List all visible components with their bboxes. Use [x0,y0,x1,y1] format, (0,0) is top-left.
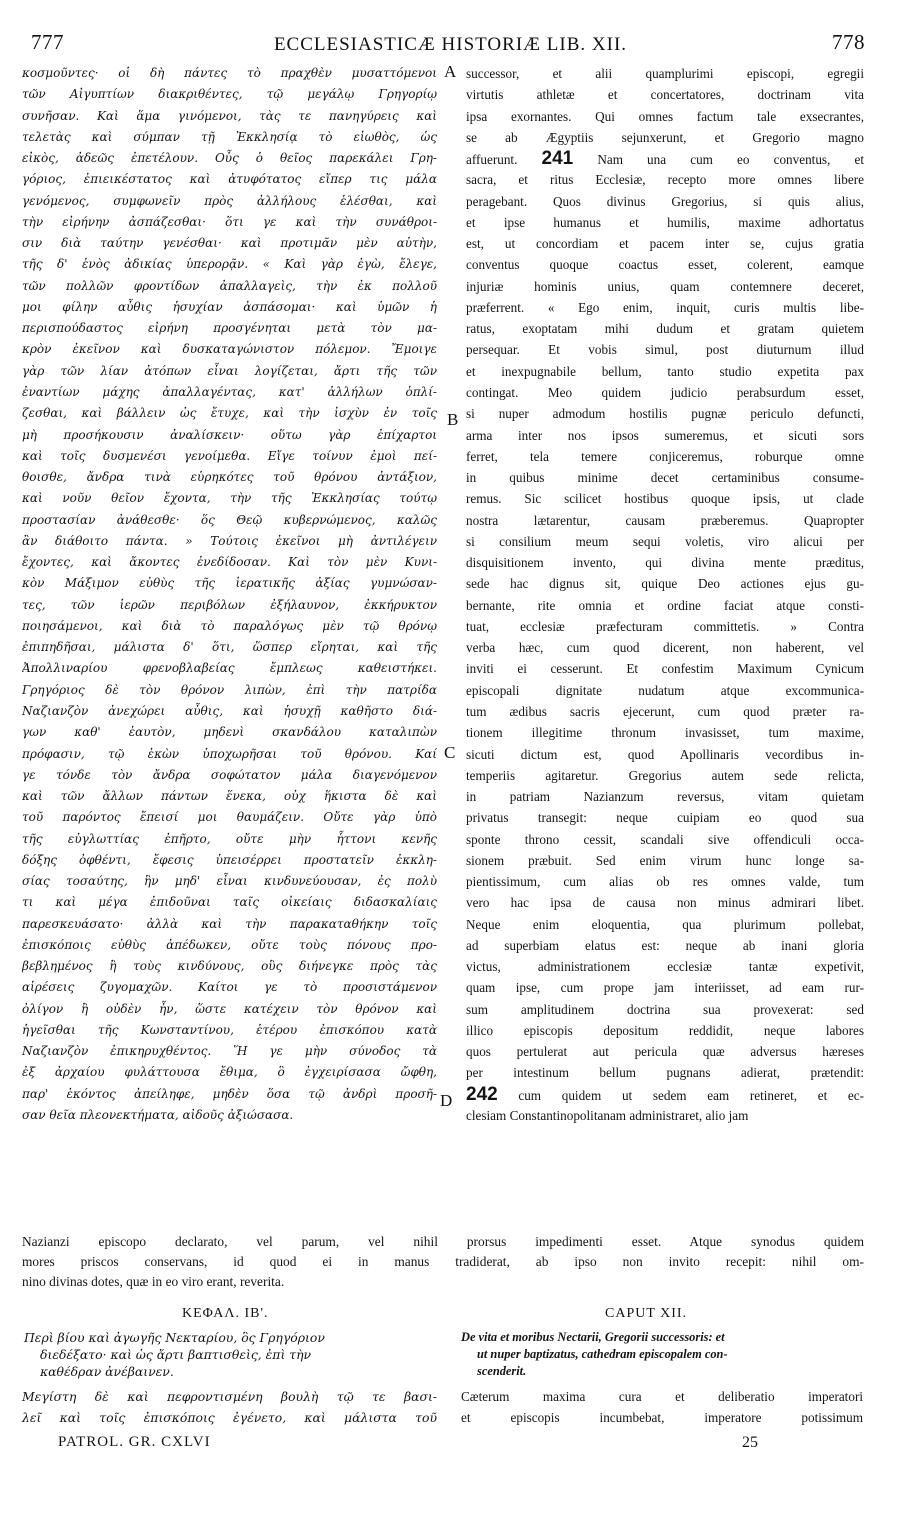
greek-text-line: ἐναντίων μάχης ἀπαλλαγέντας, κατ' ἀλλήλων ὁπλί- [22,384,437,399]
greek-text-line: μὴ προσήκουσιν ἀναλίσκειν· οὕτω γὰρ ἐπίχαρτοι [22,427,437,442]
page-number-left: 777 [31,30,64,54]
greek-text-line: καὶ τῶν ἄλλων πάντων ἕνεκα, οὐχ ἥκιστα δὲ καὶ [22,789,437,804]
latin-text-line: quos pertulerat aut pericula quæ adversus hæreses [466,1044,864,1060]
greek-text-line: εἰκὸς, ἀδεῶς ἐπετέλουν. Οὖς ὁ θεῖος παρεκάλει Γρη- [22,151,437,166]
greek-text-line: πρόφασιν, τῷ ἑκὼν ὑποχωρῆσαι τοῦ θρόνου. Καί [22,746,437,761]
summary-line: καθέδραν ἀνέβαινεν. [40,1364,174,1379]
margin-mark-c: C [444,743,456,762]
full-width-line: mores priscos conservans, id quod ei in manus tradiderat, ab ipso non invito recepit: nihil om- [22,1254,864,1269]
latin-text-line: et inexpugnabile bellum, tanto studio expetita pax [466,363,864,379]
footer-volume: PATROL. GR. CXLVI [58,1434,211,1450]
latin-text-line: privatus transegit: neque cuipiam eo quod sua [466,810,864,826]
latin-text-line: ad superbiam elatus est: neque ab inani gloria [466,937,864,953]
greek-text-line: τῶν Αἰγυπτίων διακριθέντες, τῷ μεγάλῳ Γρηγορίῳ [22,87,437,102]
greek-text-line: κρὸν ἐκεῖνον καὶ δυσκαταγώνιστον πόλεμον. Ἔμοιγε [22,342,437,357]
latin-text-line: si nuper admodum hostilis pugnæ periculo defuncti, [466,406,864,422]
latin-text-line: inviti ei cesserunt. Et confestim Maximum Cynicum [466,661,864,677]
greek-text-line: σιν διὰ ταύτην γενέσθαι· καὶ προτιμᾶν μὲν αὐτὴν, [22,236,437,251]
latin-text-line: clesiam Constantinopolitanam administraret, alio jam [466,1108,749,1124]
latin-text-line: illico episcopis depositum reddidit, neque labores [466,1022,864,1038]
chapter-heading-latin: CAPUT XII. [605,1306,688,1321]
full-width-line: nino divinas dotes, quæ in eo viro erant, reverita. [22,1274,285,1289]
greek-text-line: καὶ νοῦν θεῖον ἔχοντα, τὴν τῆς Ἐκκλησίας τούτῳ [22,491,437,506]
latin-text-line: et ipse humanus et humilis, maxime adhortatus [466,214,864,230]
latin-column [466,63,864,1126]
greek-text-line: τοῦ παρόντος ἔπεισί μοι θαυμάζειν. Οὔτε γὰρ ὑπὸ [22,810,437,825]
greek-text-line: ἡγεῖσθαι τῆς Κωνσταντίνου, ἑτέρου ἐπισκόπου κατὰ [22,1022,437,1037]
latin-text-line: virtutis athletæ et concertatores, doctrinam vita [466,87,864,103]
latin-text-line: ratus, exoptatam mihi dudum et gratam quietem [466,321,864,337]
latin-text-line: nostra lætarentur, causam præberemus. Quapropter [466,512,864,528]
latin-text-line: disquisitionem invento, qui divina mente præditus, [466,555,864,571]
greek-text-line: τῆς δ' ἑνὸς ἀδικίας ὑπερορᾷν. « Καὶ γὰρ ἐγὼ, ἔλεγε, [22,257,437,272]
latin-text-line: in patriam Nazianzum reversus, vitam quietam [466,789,864,805]
greek-text-line: μοι φίλην αὖθις ἡσυχίαν ἀσπάσομαι· καὶ ὑμῶν ἡ [22,299,437,314]
latin-text-line: arma inter nos ipsos sumeremus, et sicuti sors [466,427,864,443]
latin-text-line: quam ipse, cum prope jam interiisset, ad eam rur- [466,980,864,996]
greek-column [22,63,437,1126]
greek-text-line: σίας τοσαύτης, ἣν μηδ' εἶναι κινδυνεύουσαν, ἐς πολὺ [22,874,437,889]
greek-text-line: γε τόνδε τὸν ἄνδρα σοφώτατον μάλα διαγενόμενον [22,767,437,782]
summary-line: ut nuper baptizatus, cathedram episcopalem con- [477,1347,728,1361]
latin-text-line: si consilium meum sequi voletis, viro alicui per [466,533,864,549]
chapter-summary-latin [461,1329,861,1380]
greek-text-line: ἐπιπηδῆσαι, μάλιστα δ' ὅτι, ὥσπερ εἴρηται, καὶ τῆς [22,640,437,655]
summary-line: De vita et moribus Nectarii, Gregorii successoris: et [461,1330,725,1344]
latin-text-line: sicuti dictum est, quod Apollinaris vecordibus in- [466,746,864,762]
greek-text-line: γόριος, ἐπιεικέστατος καὶ ἀτυφότατος εἴπερ τις μάλα [22,172,437,187]
greek-text-line: παρεσκευάσατο· ἀλλὰ καὶ τὴν παρακαταθήκην τοῖς [22,916,437,931]
greek-text-line: γὰρ τῶν λίαν ἀτόπων εἶναι λογίζεται, ἄρτι τῆς τῶν [22,363,437,378]
latin-text-line: conventus quoque coactus esset, colerent, eamque [466,257,864,273]
greek-text-line: περισπούδαστος εἰρήνη προσγένηται μετὰ τὸν μα- [22,321,437,336]
greek-text-line: προστασίαν ἀνάθεσθε· ὅς Θεῷ κυβερνώμενος, καλῶς [22,512,437,527]
greek-text-line: τῶν πολλῶν φροντίδων ἀπαλλαγεὶς, τὴν ἐκ πολλοῦ [22,278,437,293]
chapter-summary-greek [24,1329,444,1380]
chapter-text-line: et episcopis incumbebat, imperatore potissimum [461,1410,863,1425]
chapter-heading-greek: ΚΕΦΑΛ. ΙΒ'. [182,1306,269,1321]
latin-text-line: sacra, et ritus Ecclesiæ, recepto more omnes libere [466,172,864,188]
greek-text-line: τὴν εἰρήνην ἀσπάζεσθαι· ὅτι γε καὶ τὴν συνάθροι- [22,214,437,229]
latin-text-line: persequar. Et vobis simul, post diuturnum illud [466,342,864,358]
latin-text-line: pientissimum, cum alias ob res omnes valde, tum [466,874,864,890]
latin-text-line: injuriæ hominis unius, quam contemnere deceret, [466,278,864,294]
full-width-line: Nazianzi episcopo declarato, vel parum, vel nihil prorsus impedimenti esset. Atque synodus quidem [22,1234,864,1249]
latin-text-line: vero hac ipsa de causa non minus admirari libet. [466,895,864,911]
greek-text-line: ὀλίγον ἢ οὐδὲν ἦν, ὥστε κατέχειν τὸν θρόνον καὶ [22,1001,437,1016]
latin-text-line: 242 cum quidem ut sedem eam retineret, et ec- [466,1083,864,1105]
greek-text-line: τι καὶ μέγα ἐπιδοῦναι ταῖς οἰκείαις διδασκαλίαις [22,895,437,910]
greek-text-line: Ἀπολλιναρίου φρενοβλαβείας ἔμπλεως καθειστήκει. [22,661,437,676]
greek-text-line: αἱρέσεις ζυγομαχῶν. Καίτοι γε τὸ προσιστάμενον [22,980,437,995]
page-number-right: 778 [832,30,865,54]
chapter-text-line: λεῖ καὶ τοῖς ἐπισκόποις ἐγένετο, καὶ μάλιστα τοῦ [22,1410,437,1425]
margin-mark-d: D [440,1091,453,1110]
chapter-text-latin [461,1386,863,1428]
latin-text-line: episcopali dignitate nudatum atque excommunica- [466,682,864,698]
greek-text-line: ἂν διάθοιτο πάντα. » Τούτοις ἐκεῖνοι μὴ ἀντιλέγειν [22,533,437,548]
latin-text-line: affuerunt. 241 Nam una cum eo conventus, et [466,148,864,170]
latin-text-line: est, ut concordiam et pacem inter se, cujus gratia [466,236,864,252]
column-number: 242 [466,1083,498,1105]
greek-text-line: ἔχοντες, καὶ ἄκοντες ἐνεδίδοσαν. Καὶ τὸν μὲν Κυνι- [22,555,437,570]
greek-text-line: σαν θεῖα πλεονεκτήματα, αἰδοῦς ἀξιώσασα. [22,1108,294,1123]
latin-text-line: verba hæc, cum quod dicerent, non haberent, vel [466,640,864,656]
greek-text-line: δόξης ὀφθέντι, ἔφεσις ὑπεισέρρει προστατεῖν ἐκκλη- [22,852,437,867]
footer-signature: 25 [742,1434,758,1451]
latin-text-line: tum ædibus sacris ejecerunt, cum quod præter ra- [466,703,864,719]
greek-text-line: Γρηγόριος δὲ τὸν θρόνον λιπὼν, ἐπὶ τὴν πατρίδα [22,682,437,697]
greek-text-line: καὶ τοῖς δυσμενέσι γενοίμεθα. Εἴγε τοίνυν ἐμοὶ πεί- [22,448,437,463]
greek-text-line: ποιησάμενοι, καὶ διὰ τὸ παραλόγως μὲν τῷ θρόνῳ [22,618,437,633]
greek-text-line: γενόμενος, συμφωνεῖν πρὸς ἀλλήλους ἑλέσθαι, καὶ [22,193,437,208]
latin-text-line: bernante, rite omnia et ordine faciat atque consti- [466,597,864,613]
greek-text-line: ἐπισκόποις εὐθὺς ἀπέδωκεν, οὔτε τοὺς πόνους προ- [22,937,437,952]
greek-text-line: γων καθ' ἑαυτὸν, μηδενὶ σκανδάλου καταλιπὼν [22,725,437,740]
margin-mark-b: B [447,410,459,429]
greek-text-line: τες, τῶν ἱερῶν περιβόλων ἐξήλαυνον, ἐκκήρυκτον [22,597,437,612]
latin-text-line: in quibus minime decet certaminibus consume- [466,470,864,486]
greek-text-line: βεβλημένος ἢ τοὺς κινδύνους, οὓς διήνεγκε πρὸς τὰς [22,959,437,974]
full-width-paragraph [22,1232,864,1292]
greek-text-line: Ναζιανζὸν ἀνεχώρει αὖθις, καὶ ἡσυχῇ καθῆστο διά- [22,703,437,718]
running-title: ECCLESIASTICÆ HISTORIÆ LIB. XII. [273,34,628,55]
latin-text-line: sponte throno cessit, scandali sive offendiculi occa- [466,831,864,847]
greek-text-line: θοισθε, ἄνδρα τινὰ εὑρηκότες τοῦ θρόνου ἀντάξιον, [22,470,437,485]
greek-text-line: παρ' ἑκόντος ἀπείληφε, μηδὲν ὅσα τῷ ἀνδρὶ προσῆ- [22,1086,437,1101]
column-number: 241 [541,148,574,170]
summary-line: διεδέξατο· καὶ ὡς ἄρτι βαπτισθεὶς, ἐπὶ τὴν [40,1347,312,1362]
latin-text-line: sede hac dignus sit, quique Deo actiones ejus gu- [466,576,864,592]
summary-line: Περὶ βίου καὶ ἀγωγῆς Νεκταρίου, ὃς Γρηγόριον [24,1330,325,1345]
latin-text-line: tuat, ecclesiæ præfecturam committetis. » Contra [466,618,864,634]
greek-text-line: συνῆσαν. Καὶ ἅμα γινόμενοι, τὰς τε πανηγύρεις καὶ [22,108,437,123]
latin-text-line: ipsa exornantes. Qui omnes factum tale exsecrantes, [466,108,864,124]
latin-text-line: Neque enim eloquentia, qua plurimum pollebat, [466,916,864,932]
greek-text-line: τῆς εὐγλωττίας ἐπῆρτο, οὔτε μὴν ἧττονι κενῆς [22,831,437,846]
latin-text-line: sum amplitudinem doctrina sua provexerat: sed [466,1001,864,1017]
greek-text-line: ἐξ ἀρχαίου φυλάττουσα ἔθιμα, ὃ ἐγχειρίσασα ὤφθη, [22,1065,437,1080]
latin-text-line: victus, administrationem ecclesiæ tantæ expetivit, [466,959,864,975]
latin-text-line: temperiis agitaretur. Gregorius autem sede relicta, [466,767,864,783]
chapter-text-line: Μεγίστη δὲ καὶ πεφροντισμένη βουλὴ τῷ τε βασι- [22,1389,437,1404]
chapter-text-line: Cæterum maxima cura et deliberatio imperatori [461,1389,863,1404]
latin-text-line: tionem illegitime thronum invasisset, tum maxime, [466,725,864,741]
latin-text-line: præferrent. « Ego enim, inquit, curis multis libe- [466,299,864,315]
greek-text-line: κοσμοῦντες· οἱ δὴ πάντες τὸ πραχθὲν μυσαττόμενοι [22,66,437,80]
chapter-text-greek [22,1386,437,1428]
latin-text-line: ferret, tela temere conjiceremus, roburque omne [466,448,864,464]
latin-text-line: sionem præbuit. Sed enim virum hunc longe sa- [466,852,864,868]
latin-text-line: successor, et alii quamplurimi episcopi, egregii [466,66,864,81]
greek-text-line: ζεσθαι, καὶ βάλλειν ὡς ἔτυχε, καὶ τὴν ἰσχὺν ἐν τοῖς [22,406,437,421]
margin-mark-a: A [444,62,457,81]
latin-text-line: per intestinum bellum pugnans adierat, prætendit: [466,1065,864,1081]
latin-text-line: se ab Ægyptiis sejunxerunt, et Gregorio magno [466,129,864,145]
greek-text-line: Ναζιανζὸν ἐπικηρυχθέντος. Ἥ γε μὴν σύνοδος τὰ [22,1044,437,1059]
latin-text-line: peragebant. Quos divinus Gregorius, si quis alius, [466,193,864,209]
greek-text-line: κὸν Μάξιμον εὐθὺς τῆς ἱερατικῆς ἀξίας γυμνώσαν- [22,576,437,591]
summary-line: scenderit. [477,1364,527,1378]
greek-text-line: τελετὰς καὶ σύμπαν τῇ Ἐκκλησίᾳ τὸ εἰωθὸς, ὡς [22,129,437,144]
latin-text-line: contingat. Meo quidem judicio perabsurdum esset, [466,384,864,400]
latin-text-line: remus. Sic scilicet hostibus quoque ipsis, ut clade [466,491,864,507]
